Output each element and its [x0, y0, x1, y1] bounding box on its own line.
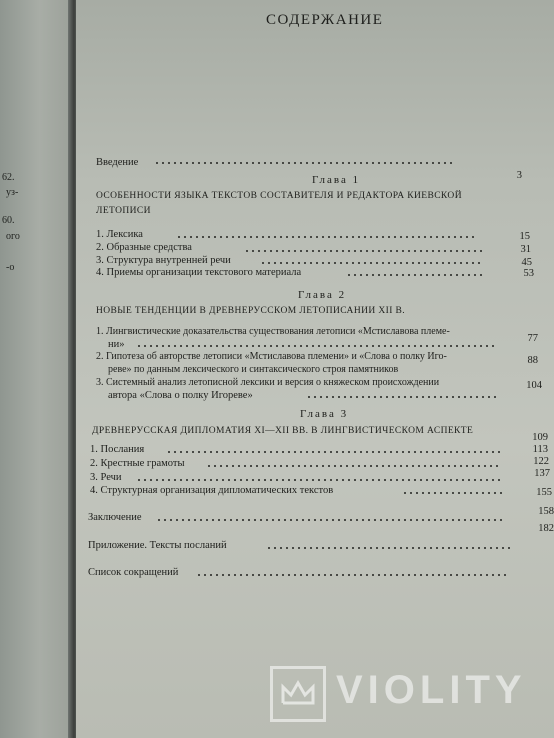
left-fragment: -о	[6, 262, 15, 273]
toc-item: 4. Структурная организация дипломатических текстов	[90, 485, 334, 496]
toc-item: 2. Гипотеза об авторстве летописи «Мстиславова племени» и «Слова о полку Иго-	[96, 351, 447, 362]
leader-dots	[176, 236, 476, 238]
leader-dots	[154, 162, 454, 164]
toc-item: 1. Лингвистические доказательства существования летописи «Мстиславова племе-	[96, 326, 450, 337]
toc-conclusion-label: Заключение	[88, 512, 142, 523]
toc-item-cont: ни»	[108, 339, 125, 350]
toc-page-number: 158	[538, 506, 554, 517]
chapter-3-label: Глава 3	[300, 408, 349, 420]
toc-appendix-label: Приложение. Тексты посланий	[88, 540, 227, 551]
toc-item-cont: автора «Слова о полку Игореве»	[108, 390, 253, 401]
toc-page-number: 104	[526, 380, 542, 391]
leader-dots	[266, 547, 512, 549]
page-title: СОДЕРЖАНИЕ	[266, 12, 384, 28]
toc-page-number: 53	[523, 268, 534, 279]
toc-page-number: 155	[536, 487, 552, 498]
leader-dots	[136, 345, 496, 347]
toc-item: 2. Крестные грамоты	[90, 458, 185, 469]
leader-dots	[166, 451, 500, 453]
leader-dots	[260, 262, 484, 264]
left-fragment: 60.	[2, 215, 15, 226]
toc-item: 3. Системный анализ летописной лексики и версия о княжеском происхождении	[96, 377, 440, 388]
left-fragment: уз-	[6, 187, 19, 198]
toc-page-number: 137	[534, 468, 550, 479]
chapter-1-label: Глава 1	[312, 174, 361, 186]
left-page-edge	[0, 0, 72, 738]
toc-page-number: 122	[533, 456, 549, 467]
toc-page-number: 113	[532, 444, 548, 455]
toc-item-cont: реве» по данным лексического и синтаксического строя памятников	[108, 364, 399, 375]
leader-dots	[402, 492, 502, 494]
toc-item: 3. Речи	[90, 472, 122, 483]
toc-intro-label: Введение	[96, 157, 139, 168]
toc-page-number: 182	[538, 523, 554, 534]
toc-page-number: 3	[516, 170, 522, 181]
toc-item: 3. Структура внутренней речи	[96, 255, 231, 266]
leader-dots	[306, 396, 496, 398]
toc-page-number: 88	[527, 355, 538, 366]
crown-logo-icon	[270, 666, 326, 722]
leader-dots	[156, 519, 506, 521]
leader-dots	[244, 250, 484, 252]
chapter-2-label: Глава 2	[298, 289, 347, 301]
leader-dots	[136, 479, 504, 481]
leader-dots	[196, 574, 506, 576]
toc-page-number: 31	[520, 244, 531, 255]
toc-page-number: 109	[532, 432, 548, 443]
toc-item: 1. Лексика	[96, 229, 143, 240]
toc-item: 2. Образные средства	[96, 242, 192, 253]
toc-page-number: 15	[519, 231, 530, 242]
toc-item: 1. Послания	[90, 444, 145, 455]
contents-page	[76, 0, 554, 738]
left-fragment: ого	[6, 231, 20, 242]
toc-page-number: 45	[521, 257, 532, 268]
toc-item: 4. Приемы организации текстового материала	[96, 267, 302, 278]
watermark-text: VIOLITY	[336, 668, 527, 712]
leader-dots	[206, 465, 502, 467]
toc-abbreviations-label: Список сокращений	[88, 567, 179, 578]
chapter-1-title-cont: ЛЕТОПИСИ	[96, 206, 151, 216]
chapter-1-title: ОСОБЕННОСТИ ЯЗЫКА ТЕКСТОВ СОСТАВИТЕЛЯ И РЕДАКТОРА КИЕВСКОЙ	[96, 191, 462, 201]
left-fragment: 62.	[2, 172, 15, 183]
chapter-2-title: НОВЫЕ ТЕНДЕНЦИИ В ДРЕВНЕРУССКОМ ЛЕТОПИСАНИИ XII В.	[96, 306, 406, 316]
leader-dots	[346, 274, 486, 276]
chapter-3-title: ДРЕВНЕРУССКАЯ ДИПЛОМАТИЯ XI—XII ВВ. В ЛИНГВИСТИЧЕСКОМ АСПЕКТЕ	[92, 426, 474, 436]
toc-page-number: 77	[527, 333, 538, 344]
watermark	[270, 660, 550, 730]
